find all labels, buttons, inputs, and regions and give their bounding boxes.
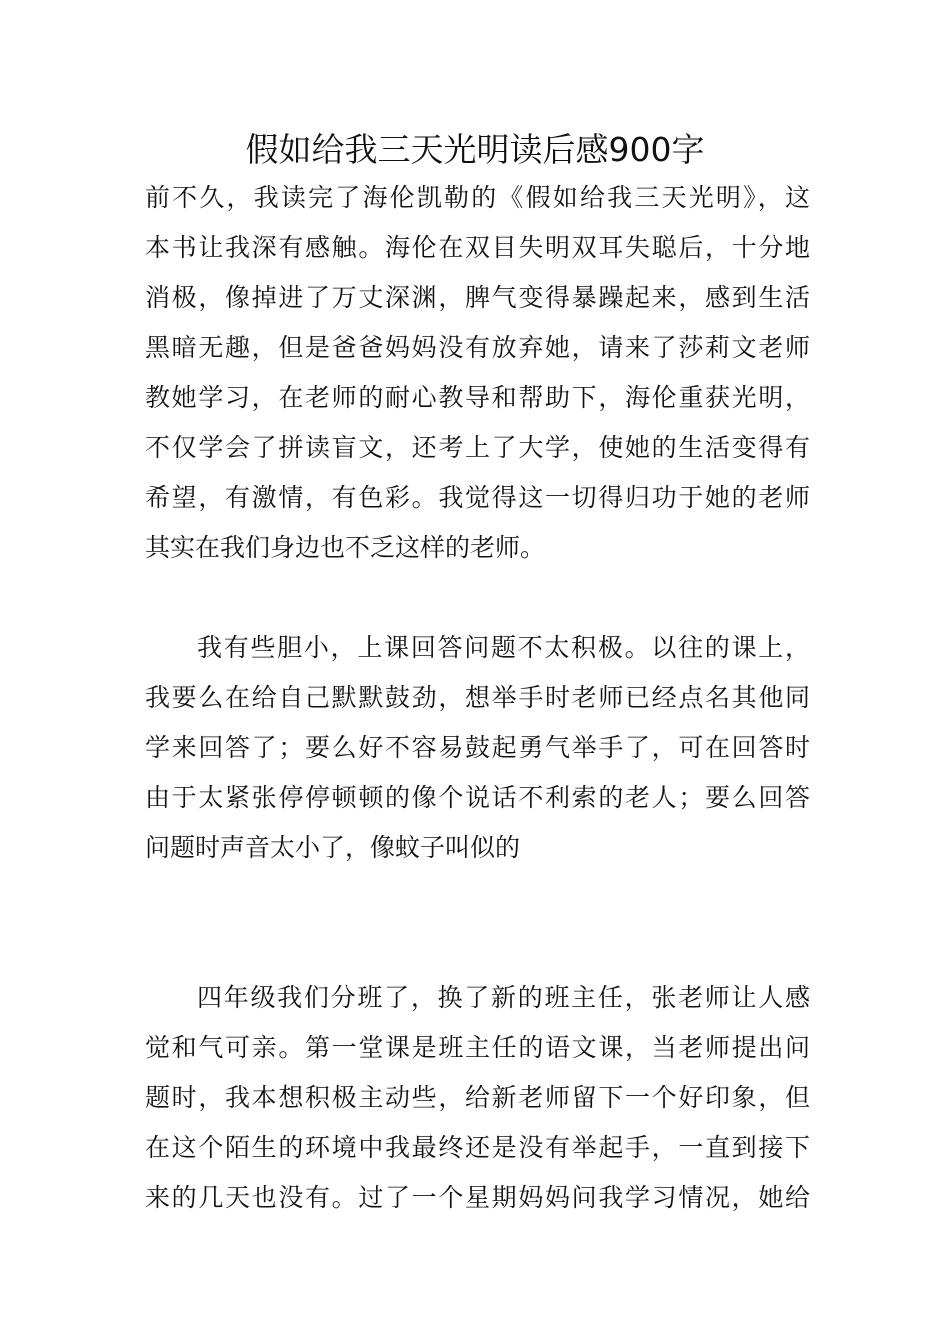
paragraph-1-line-3: 消极，像掉进了万丈深渊，脾气变得暴躁起来，感到生活 [145, 283, 810, 312]
paragraph-3-line-5: 来的几天也没有。过了一个星期妈妈问我学习情况，她给 [145, 1183, 810, 1212]
paragraph-1-line-5: 教她学习，在老师的耐心教导和帮助下，海伦重获光明， [145, 383, 810, 412]
paragraph-1-line-8: 其实在我们身边也不乏这样的老师。 [145, 533, 546, 562]
paragraph-1-line-6: 不仅学会了拼读盲文，还考上了大学，使她的生活变得有 [145, 433, 810, 462]
paragraph-3-line-1: 四年级我们分班了，换了新的班主任，张老师让人感 [197, 983, 810, 1012]
paragraph-2-line-2: 我要么在给自己默默鼓劲，想举手时老师已经点名其他同 [145, 683, 810, 712]
paragraph-3-line-3: 题时，我本想积极主动些，给新老师留下一个好印象，但 [145, 1083, 810, 1112]
paragraph-2-line-1: 我有些胆小，上课回答问题不太积极。以往的课上， [197, 633, 810, 662]
paragraph-1-line-2: 本书让我深有感触。海伦在双目失明双耳失聪后，十分地 [145, 233, 810, 262]
paragraph-2-line-4: 由于太紧张停停顿顿的像个说话不利索的老人；要么回答 [145, 783, 810, 812]
paragraph-1-line-7: 希望，有激情，有色彩。我觉得这一切得归功于她的老师 [145, 483, 810, 512]
paragraph-1-line-4: 黑暗无趣，但是爸爸妈妈没有放弃她，请来了莎莉文老师 [145, 333, 810, 362]
paragraph-2-line-3: 学来回答了；要么好不容易鼓起勇气举手了，可在回答时 [145, 733, 810, 762]
paragraph-1-line-1: 前不久，我读完了海伦凯勒的《假如给我三天光明》，这 [145, 183, 810, 212]
paragraph-2-line-5: 问题时声音太小了，像蚊子叫似的 [145, 833, 521, 862]
paragraph-3-line-4: 在这个陌生的环境中我最终还是没有举起手，一直到接下 [145, 1133, 810, 1162]
paragraph-3-line-2: 觉和气可亲。第一堂课是班主任的语文课，当老师提出问 [145, 1033, 810, 1062]
document-title: 假如给我三天光明读后感900字 [245, 130, 705, 169]
